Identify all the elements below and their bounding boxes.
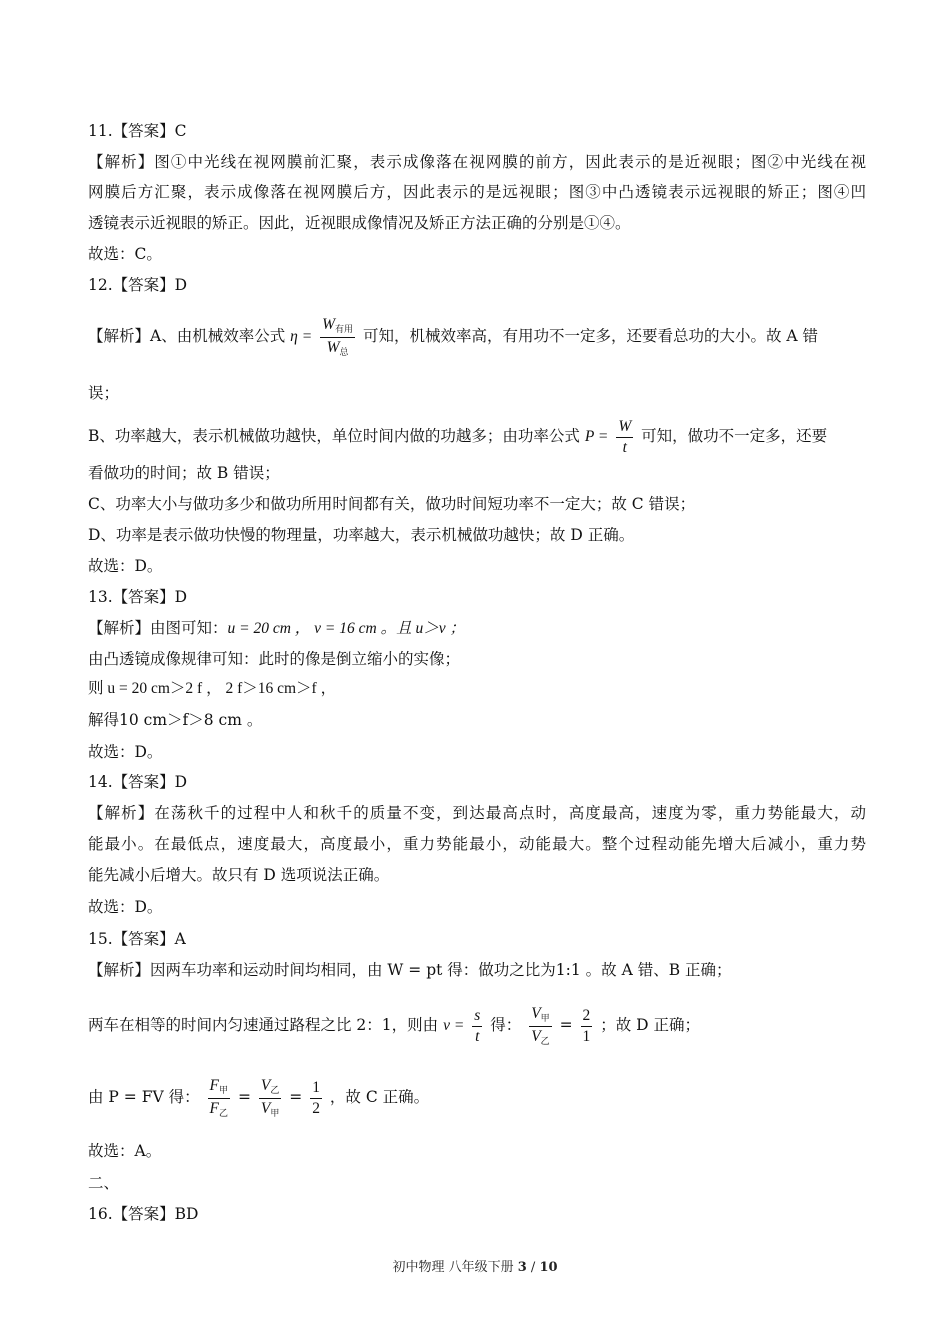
q13-analysis-b: 由凸透镜成像规律可知：此时的像是倒立缩小的实像； — [88, 650, 461, 668]
q15-choice: 故选：A。 — [88, 1142, 162, 1160]
page-footer: 初中物理 八年级下册 3 / 10 — [392, 1260, 558, 1275]
q15-analysis-a: 【解析】因两车功率和运动时间均相同，由 W = pt 得：做功之比为1:1 。故 A 错、B 正确； — [88, 961, 732, 979]
q15-answer: 15.【答案】A — [88, 930, 186, 948]
q14-analysis-line2: 能最小。在最低点，速度最大，高度最小，重力势能最小，动能最大。整个过程动能先增大后减小，重力势 — [88, 835, 866, 853]
q13-choice: 故选：D。 — [88, 743, 163, 761]
q12-analysis-b-cont: 看做功的时间；故 B 错误； — [88, 464, 280, 482]
two-over-one: $\frac{2}{1}$ — [582, 1007, 591, 1045]
q12-analysis-a-cont: 误； — [88, 384, 120, 402]
efficiency-fraction: $\frac{W_{有用}}{W_总}$ — [322, 315, 354, 358]
q11-analysis-line2: 网膜后方汇聚，表示成像落在视网膜后方，因此表示的是远视眼；图③中凸透镜表示远视眼的矫正；图④凹 — [88, 183, 866, 201]
q12-analysis-d: D、功率是表示做功快慢的物理量，功率越大，表示机械做功越快；故 D 正确。 — [88, 526, 635, 544]
speed-fraction: $\frac{s}{t}$ — [474, 1007, 481, 1045]
power-fraction: $\frac{W}{t}$ — [618, 418, 632, 456]
q12-answer: 12.【答案】D — [88, 276, 188, 294]
q12-analysis-c: C、功率大小与做功多少和做功所用时间都有关，做功时间短功率不一定大；故 C 错误； — [88, 495, 696, 513]
one-over-two: $\frac{1}{2}$ — [312, 1079, 320, 1117]
q12-choice: 故选：D。 — [88, 557, 163, 575]
section-two-heading: 二、 — [88, 1174, 120, 1192]
q15-analysis-c: 由 P = FV 得： $\frac{F_甲}{F_乙}$ = $\frac{V_乙}{V_甲}$ = $\frac{1}{2}$ ，故 C 正确。 — [88, 1076, 430, 1119]
velocity-inverse-fraction: $\frac{V_乙}{V_甲}$ — [260, 1076, 280, 1119]
page-total: 10 — [539, 1260, 558, 1275]
q13-analysis-d: 解得10 cm＞f＞8 cm 。 — [88, 711, 263, 729]
q11-analysis-line1: 【解析】图①中光线在视网膜前汇聚，表示成像落在视网膜的前方，因此表示的是近视眼；图②中光线在视 — [88, 153, 866, 171]
page-number: 3 — [517, 1260, 527, 1275]
q11-choice: 故选：C。 — [88, 245, 162, 263]
q11-answer: 11.【答案】C — [88, 122, 187, 140]
q12-analysis-b: B、功率越大，表示机械做功越快，单位时间内做的功越多；由功率公式 P = $\frac{W}{t}$ 可知，做功不一定多，还要 — [88, 418, 828, 456]
q12-analysis-a: 【解析】A、由机械效率公式 η = $\frac{W_{有用}}{W_总}$ 可知，机械效率高，有用功不一定多，还要看总功的大小。故 A 错 — [88, 315, 819, 358]
q16-answer: 16.【答案】BD — [88, 1205, 199, 1223]
speed-ratio-fraction: $\frac{V_甲}{V_乙}$ — [531, 1004, 550, 1047]
q13-analysis-a: 【解析】由图可知：u = 20 cm ， v = 16 cm 。且 u＞v ； — [88, 619, 465, 637]
q13-answer: 13.【答案】D — [88, 588, 188, 606]
q14-choice: 故选：D。 — [88, 898, 163, 916]
q11-analysis-line3: 透镜表示近视眼的矫正。因此，近视眼成像情况及矫正方法正确的分别是①④。 — [88, 214, 631, 232]
q14-analysis-line1: 【解析】在荡秋千的过程中人和秋千的质量不变，到达最高点时，高度最高，速度为零，重力势能最大，动 — [88, 804, 866, 822]
q13-analysis-c: 则 u = 20 cm＞2 f ， 2 f＞16 cm＞f ， — [88, 680, 337, 697]
force-ratio-fraction: $\frac{F_甲}{F_乙}$ — [209, 1076, 228, 1119]
q14-answer: 14.【答案】D — [88, 773, 188, 791]
q14-analysis-line3: 能先减小后增大。故只有 D 选项说法正确。 — [88, 866, 390, 884]
q15-analysis-b: 两车在相等的时间内匀速通过路程之比 2：1，则由 v = $\frac{s}{t}$ 得： $\frac{V_甲}{V_乙}$ = $\frac{2}{1}$ ；故 D 正确； — [88, 1004, 701, 1047]
